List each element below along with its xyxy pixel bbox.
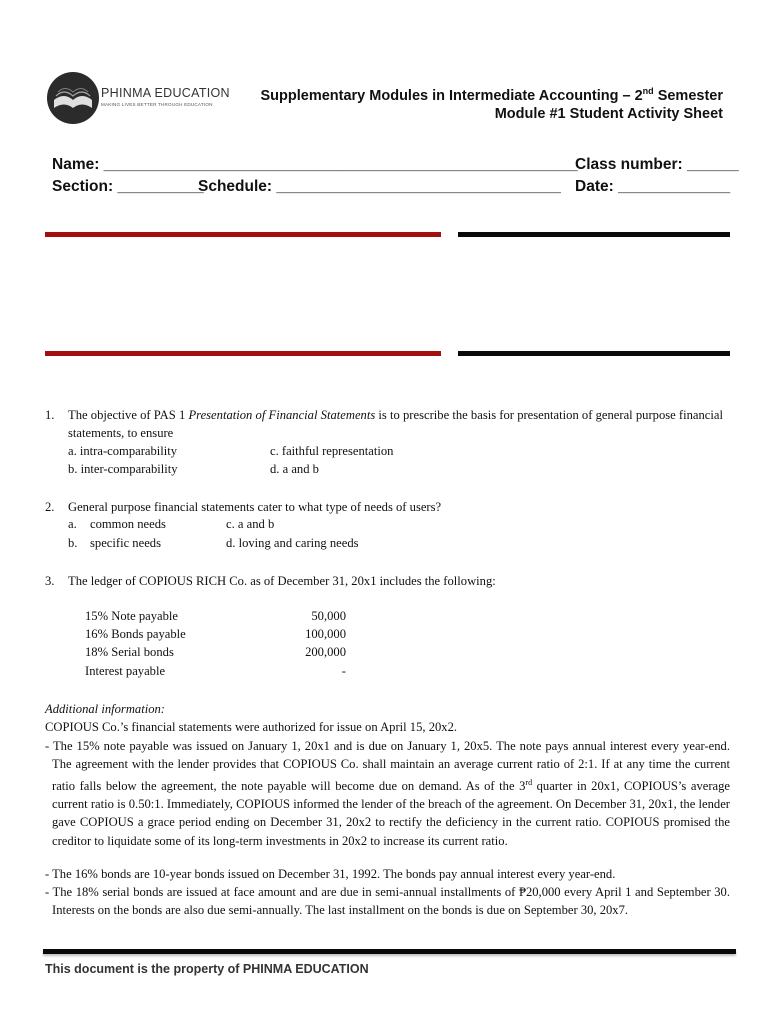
title-line-1: Supplementary Modules in Intermediate Accounting – 2nd Semester xyxy=(260,86,723,104)
name-field[interactable]: Name: _______________________________________________________ xyxy=(52,156,578,173)
question-text: General purpose financial statements cater to what type of needs of users? xyxy=(68,500,442,514)
logo-tagline: MAKING LIVES BETTER THROUGH EDUCATION xyxy=(101,102,213,107)
phinma-logo-icon xyxy=(46,70,100,126)
q2-option-a: common needs xyxy=(90,517,166,531)
additional-info-paragraph-3: - The 18% serial bonds are issued at face amount and are due in semi-annual installments of ₱20,000 every April 1 and September 30. Interests on the bonds are also due semi-annually. The last installment on the bonds is due on September 30, 20x7. xyxy=(45,885,730,918)
title-line-2: Module #1 Student Activity Sheet xyxy=(494,106,723,122)
schedule-field[interactable]: Schedule: _________________________________ xyxy=(198,178,561,195)
question-number: 2. xyxy=(45,500,55,514)
logo xyxy=(46,70,246,130)
question-number: 1. xyxy=(45,408,55,422)
class-number-field[interactable]: Class number: ______ xyxy=(575,156,739,173)
question-3 xyxy=(0,572,768,592)
ledger-item: 16% Bonds payable xyxy=(85,627,186,641)
q1-option-a-label: a. xyxy=(68,517,77,531)
footer-divider xyxy=(43,949,736,954)
q2-option-b-label: b. xyxy=(68,536,78,550)
q1-option-d: d. a and b xyxy=(270,462,319,476)
q2-option-b: specific needs xyxy=(90,536,161,550)
ledger-amount: 200,000 xyxy=(305,645,346,659)
q1-option-a: a. intra-comparability xyxy=(68,444,178,458)
ledger-amount: - xyxy=(341,664,346,678)
additional-info-intro: COPIOUS Co.’s financial statements were authorized for issue on April 15, 20x2. xyxy=(45,720,458,734)
question-2 xyxy=(0,498,768,518)
divider-black-top xyxy=(458,232,730,237)
question-1 xyxy=(0,406,768,446)
additional-info-paragraph-2: - The 16% bonds are 10-year bonds issued on December 31, 1992. The bonds pay annual interest every year-end. xyxy=(45,867,616,881)
ledger-item: 15% Note payable xyxy=(85,609,179,623)
ledger-amount: 50,000 xyxy=(311,609,346,623)
date-field[interactable]: Date: _____________ xyxy=(575,178,731,195)
ledger-item: Interest payable xyxy=(85,664,166,678)
additional-info-heading: Additional information: xyxy=(45,702,165,716)
q2-option-d: d. loving and caring needs xyxy=(226,536,359,550)
question-number: 3. xyxy=(45,574,55,588)
additional-info-paragraph-1: - The 15% note payable was issued on January 1, 20x1 and is due on January 1, 20x5. The note pays annual interest every year-end. The agreement with the lender provides that COPIOUS Co. shall maintain an average current ratio of 2:1. If at any time the current ratio falls below the agreement, the note payable will become due on demand. As of the 3rd quarter in 20x1, COPIOUS’s average current ratio is 0.50:1. Immediately, COPIOUS informed the lender of the breach of the agreement. On December 31, 20x1, the lender gave COPIOUS a grace period ending on December 31, 20x2 to rectify the deficiency in the current ratio. COPIOUS promised the creditor to liquidate some of its long-term investments in 20x2 to increase its current ratio. xyxy=(45,739,731,848)
question-text: The ledger of COPIOUS RICH Co. as of December 31, 20x1 includes the following: xyxy=(68,574,496,588)
q1-option-c: c. faithful representation xyxy=(270,444,394,458)
ledger-amount: 100,000 xyxy=(305,627,346,641)
divider-red-bottom xyxy=(45,351,441,356)
logo-name: PHINMA EDUCATION xyxy=(101,86,230,100)
ledger-item: 18% Serial bonds xyxy=(85,645,174,659)
divider-black-bottom xyxy=(458,351,730,356)
divider-red-top xyxy=(45,232,441,237)
footer-text: This document is the property of PHINMA EDUCATION xyxy=(45,962,369,976)
section-field[interactable]: Section: __________ xyxy=(52,178,204,195)
q2-option-c: c. a and b xyxy=(226,517,275,531)
q1-option-b: b. inter-comparability xyxy=(68,462,178,476)
question-text: The objective of PAS 1 Presentation of Financial Statements is to prescribe the basis for presentation of general purpose financial statements, to ensure xyxy=(68,408,723,440)
